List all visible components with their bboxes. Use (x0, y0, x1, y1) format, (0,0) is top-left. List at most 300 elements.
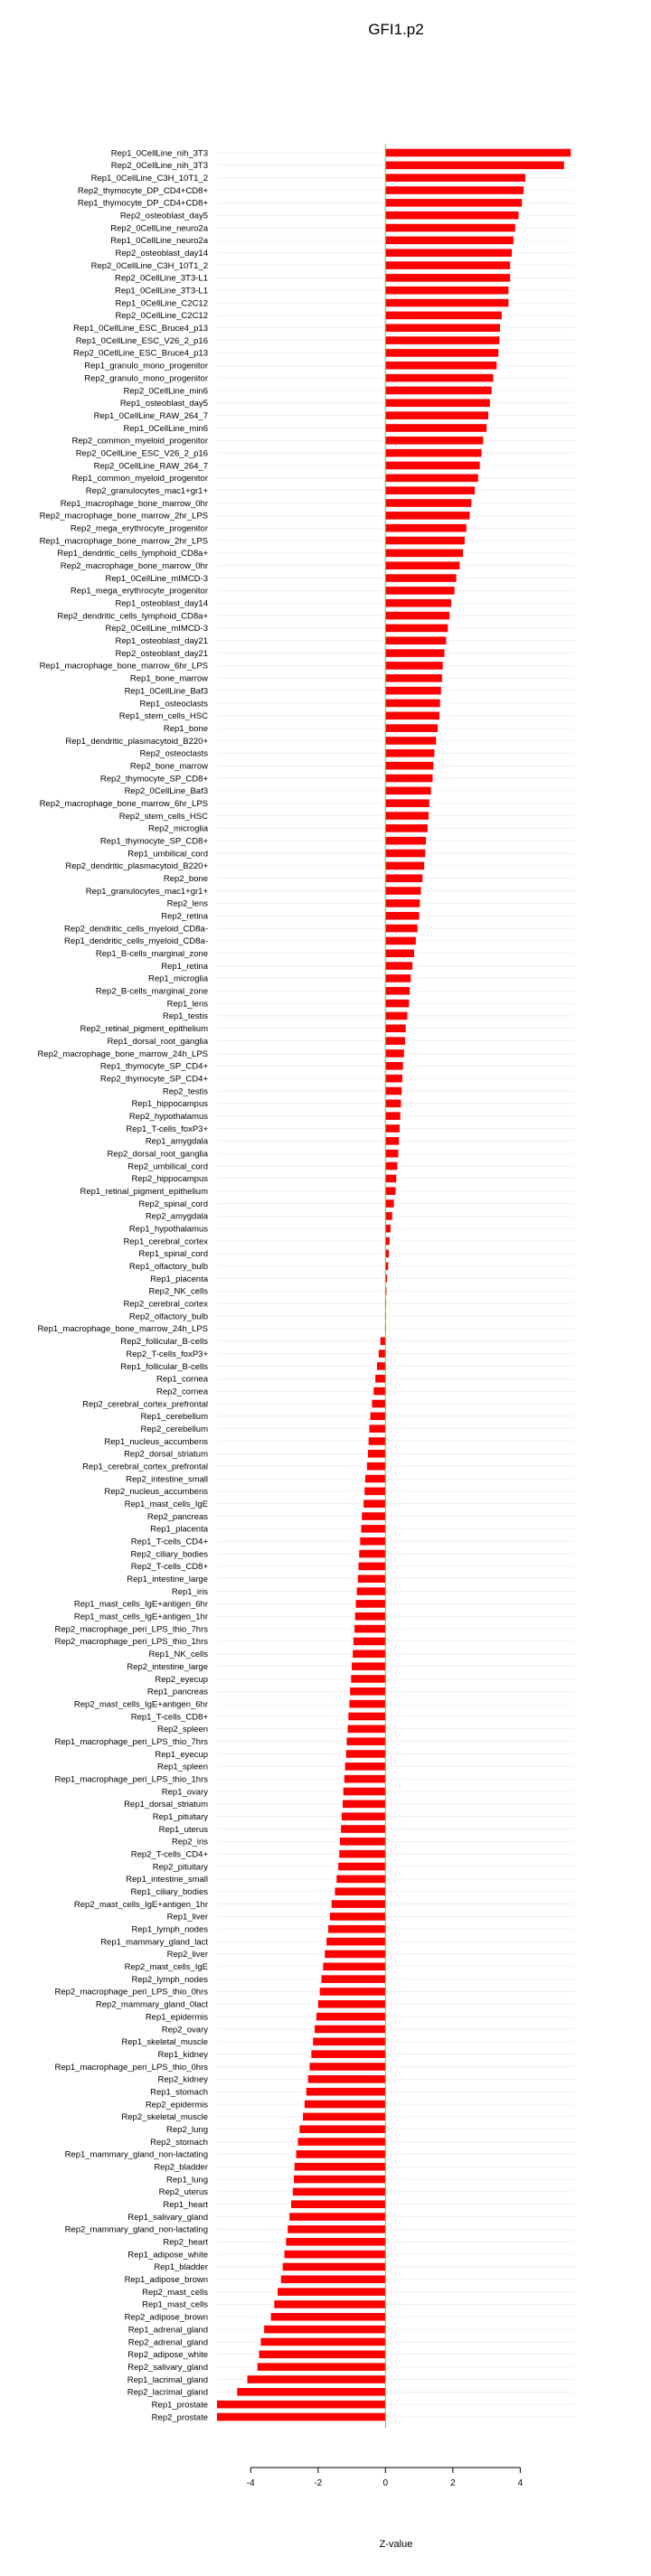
bar (385, 287, 508, 295)
bar (360, 1537, 385, 1546)
category-label: Rep1_heart (163, 2200, 208, 2211)
bar (328, 1925, 385, 1933)
category-label: Rep2_pituitary (152, 1862, 208, 1873)
bar (295, 2163, 386, 2171)
category-label: Rep2_ciliary_bodies (130, 1549, 208, 1560)
category-label: Rep1_testis (162, 1011, 208, 1022)
category-label: Rep1_thymocyte_SP_CD8+ (99, 836, 208, 847)
bar (303, 2113, 385, 2121)
category-label: Rep1_spinal_cord (138, 1249, 208, 1260)
bar (358, 1575, 386, 1583)
category-label: Rep2_macrophage_peri_LPS_thio_1hrs (54, 1637, 208, 1648)
bar (361, 1525, 385, 1533)
category-label: Rep1_dorsal_root_ganglia (107, 1036, 208, 1047)
bar (259, 2351, 386, 2359)
category-label: Rep2_cerebral_cortex_prefrontal (82, 1399, 208, 1410)
category-label: Rep1_T-cells_CD8+ (130, 1712, 208, 1723)
bar (385, 850, 425, 858)
category-label: Rep1_0CellLine_neuro2a (110, 236, 208, 247)
bar (385, 1187, 395, 1195)
category-label: Rep1_epidermis (145, 2012, 208, 2023)
chart-title: GFI1.p2 (368, 21, 424, 38)
category-label: Rep2_NK_cells (148, 1286, 208, 1297)
bar (385, 1112, 400, 1120)
bar (373, 1387, 385, 1396)
bar (297, 2150, 386, 2158)
category-label: Rep2_0CellLine_3T3-L1 (115, 273, 208, 284)
category-label: Rep2_0CellLine_C3H_10T1_2 (90, 260, 208, 271)
category-label: Rep1_bone_marrow (129, 673, 208, 684)
bar (385, 387, 491, 395)
bar (316, 2013, 385, 2021)
category-label: Rep1_liver (166, 1912, 208, 1923)
category-label: Rep2_intestine_large (127, 1661, 208, 1672)
bar (289, 2213, 385, 2221)
bar (385, 174, 525, 182)
category-label: Rep2_thymocyte_DP_CD4+CD8+ (77, 185, 208, 196)
category-label: Rep2_dendritic_plasmacytoid_B220+ (65, 861, 208, 872)
category-label: Rep1_microglia (147, 973, 208, 984)
category-label: Rep1_dorsal_striatum (124, 1800, 208, 1810)
bar (385, 962, 412, 970)
category-label: Rep2_follicular_B-cells (120, 1337, 208, 1348)
category-label: Rep1_0CellLine_mIMCD-3 (105, 573, 208, 584)
category-label: Rep1_cerebral_cortex (123, 1236, 208, 1247)
bar (293, 2188, 385, 2196)
bar (372, 1400, 385, 1408)
category-label: Rep2_dendritic_cells_lymphoid_CD8a+ (57, 611, 208, 622)
category-label: Rep1_macrophage_peri_LPS_thio_1hrs (54, 1774, 208, 1785)
bar (385, 512, 469, 520)
bar (385, 374, 493, 382)
category-label: Rep2_T-cells_foxP3+ (126, 1349, 208, 1359)
bar (362, 1512, 385, 1520)
category-label: Rep2_heart (163, 2237, 208, 2248)
category-label: Rep2_bone (163, 874, 208, 885)
bar (385, 411, 488, 419)
category-label: Rep2_mammary_gland_0lact (95, 1999, 208, 2010)
bar (385, 424, 486, 432)
bar (385, 561, 459, 569)
category-label: Rep2_0CellLine_ESC_V26_2_p16 (75, 448, 208, 459)
category-label: Rep2_retina (161, 911, 208, 922)
category-label: Rep1_ovary (161, 1787, 208, 1798)
category-label: Rep2_0CellLine_Baf3 (124, 786, 208, 797)
bar (299, 2125, 385, 2133)
bar (385, 550, 463, 558)
bar (385, 1250, 389, 1258)
category-label: Rep2_0CellLine_nih_3T3 (110, 161, 208, 172)
bar (385, 700, 439, 708)
bar (385, 312, 502, 320)
bar (385, 1037, 405, 1045)
category-label: Rep1_T-cells_foxP3+ (126, 1123, 208, 1134)
category-label: Rep1_adipose_brown (124, 2275, 208, 2286)
category-label: Rep1_mast_cells_IgE+antigen_6hr (73, 1599, 208, 1610)
category-label: Rep2_lacrimal_gland (127, 2387, 208, 2398)
category-label: Rep2_epidermis (145, 2100, 208, 2111)
category-label: Rep1_macrophage_bone_marrow_24h_LPS (37, 1324, 208, 1335)
category-label: Rep1_osteoblast_day5 (119, 399, 208, 409)
bar (385, 762, 433, 770)
category-label: Rep1_umbilical_cord (127, 849, 208, 860)
bar (353, 1650, 385, 1658)
category-label: Rep1_lymph_nodes (131, 1924, 208, 1935)
bar (294, 2176, 385, 2184)
bar (217, 2401, 385, 2409)
bar (385, 162, 564, 170)
bar (385, 1100, 401, 1108)
category-label: Rep1_B-cells_marginal_zone (95, 949, 208, 960)
bar (385, 949, 414, 957)
bar (336, 1876, 385, 1884)
bar (323, 1962, 385, 1970)
bar (297, 2138, 385, 2146)
category-label: Rep2_intestine_small (126, 1474, 208, 1485)
bar (385, 775, 432, 783)
category-label: Rep1_intestine_large (127, 1575, 208, 1585)
category-label: Rep2_hypothalamus (128, 1111, 208, 1122)
bar (385, 724, 438, 732)
bar (217, 2413, 385, 2421)
category-label: Rep2_granulo_mono_progenitor (84, 373, 208, 384)
bar (260, 2338, 385, 2346)
category-label: Rep2_ovary (161, 2025, 208, 2035)
bar (285, 2251, 386, 2259)
bar (356, 1600, 386, 1608)
bar (343, 1800, 385, 1809)
category-label: Rep1_adrenal_gland (127, 2325, 208, 2336)
bar (385, 249, 512, 257)
category-labels (37, 148, 208, 2422)
category-label: Rep2_amygdala (145, 1211, 208, 1222)
bar (385, 1212, 392, 1220)
category-label: Rep1_0CellLine_ESC_V26_2_p16 (75, 335, 208, 346)
category-label: Rep1_common_myeloid_progenitor (71, 474, 208, 484)
bar (355, 1612, 386, 1621)
bar (385, 237, 514, 245)
bar (359, 1563, 386, 1571)
category-label: Rep1_eyecup (155, 1749, 208, 1760)
category-label: Rep1_amygdala (145, 1136, 208, 1147)
category-label: Rep1_granulocytes_mac1+gr1+ (85, 886, 208, 897)
bar (315, 2026, 385, 2034)
category-label: Rep2_microglia (147, 823, 208, 834)
category-label: Rep2_spleen (157, 1725, 208, 1735)
bar (339, 1850, 385, 1858)
bar (322, 1975, 386, 1983)
bar (369, 1437, 386, 1445)
bar (385, 612, 449, 620)
category-label: Rep1_mammary_gland_lact (100, 1937, 208, 1948)
bar (288, 2225, 385, 2233)
category-label: Rep2_kidney (157, 2074, 208, 2085)
x-tick-label: -4 (246, 2478, 255, 2488)
bar (385, 299, 508, 307)
category-label: Rep2_umbilical_cord (127, 1161, 208, 1172)
category-label: Rep1_placenta (150, 1524, 208, 1535)
bar (385, 437, 483, 445)
category-label: Rep2_0CellLine_C2C12 (115, 311, 208, 322)
bar (381, 1337, 386, 1345)
category-label: Rep1_lens (166, 999, 208, 1010)
bar (385, 599, 451, 607)
category-label: Rep2_pancreas (146, 1511, 208, 1522)
category-label: Rep1_pituitary (152, 1811, 208, 1822)
category-label: Rep1_0CellLine_C2C12 (115, 298, 208, 309)
category-label: Rep2_adrenal_gland (127, 2337, 208, 2348)
x-axis-ticks (247, 2468, 524, 2488)
category-label: Rep1_skeletal_muscle (121, 2037, 208, 2048)
bar (385, 812, 429, 820)
category-label: Rep1_stem_cells_HSC (118, 711, 208, 722)
category-label: Rep1_0CellLine_C3H_10T1_2 (90, 173, 208, 183)
category-label: Rep2_osteoblast_day21 (115, 648, 208, 659)
bar (305, 2101, 385, 2109)
bar (385, 186, 524, 194)
category-label: Rep2_osteoblast_day5 (119, 211, 208, 221)
category-label: Rep2_olfactory_bulb (128, 1312, 208, 1322)
category-label: Rep2_dendritic_cells_myeloid_CD8a- (64, 924, 208, 935)
category-label: Rep1_follicular_B-cells (120, 1361, 208, 1372)
bar (385, 899, 420, 907)
category-label: Rep2_nucleus_accumbens (104, 1487, 208, 1498)
bar (335, 1887, 385, 1895)
bar (369, 1424, 385, 1433)
bar (385, 324, 500, 332)
bar (385, 1012, 407, 1020)
category-label: Rep2_0CellLine_min6 (123, 386, 208, 397)
category-label: Rep1_mast_cells_IgE+antigen_1hr (73, 1612, 208, 1622)
bar (385, 1000, 409, 1008)
category-label: Rep1_bone (163, 723, 208, 734)
bar (385, 874, 422, 882)
bar (346, 1737, 385, 1745)
category-label: Rep2_cornea (156, 1387, 208, 1397)
category-label: Rep2_macrophage_bone_marrow_6hr_LPS (39, 798, 208, 809)
category-label: Rep1_prostate (151, 2400, 208, 2411)
category-label: Rep2_testis (162, 1086, 208, 1097)
category-label: Rep2_uterus (158, 2187, 208, 2198)
bar (363, 1500, 385, 1508)
bars (217, 149, 571, 2421)
category-label: Rep2_adipose_white (127, 2350, 208, 2361)
bar (385, 662, 442, 670)
bar (385, 1199, 393, 1208)
bar (379, 1349, 385, 1358)
category-label: Rep1_lung (166, 2175, 208, 2186)
category-label: Rep2_mega_erythrocyte_progenitor (70, 523, 208, 534)
category-label: Rep2_macrophage_peri_LPS_thio_0hrs (54, 1987, 208, 1998)
category-label: Rep2_dorsal_striatum (124, 1449, 208, 1460)
category-label: Rep2_prostate (151, 2412, 208, 2423)
category-label: Rep1_osteoblast_day21 (115, 636, 208, 647)
category-label: Rep2_eyecup (155, 1674, 208, 1685)
category-label: Rep1_intestine_small (126, 1875, 208, 1885)
bar (352, 1662, 385, 1670)
category-label: Rep1_mast_cells_IgE (124, 1499, 208, 1509)
category-label: Rep1_uterus (158, 1824, 208, 1835)
category-label: Rep2_osteoblast_day14 (115, 249, 208, 259)
bar (354, 1625, 385, 1633)
bar (385, 1237, 389, 1246)
bar (313, 2038, 385, 2046)
category-label: Rep2_stomach (150, 2137, 208, 2148)
category-label: Rep1_0CellLine_3T3-L1 (115, 286, 208, 296)
bar (385, 400, 490, 408)
bar (385, 937, 416, 945)
bar (320, 1988, 386, 1996)
category-label: Rep1_macrophage_peri_LPS_thio_7hrs (54, 1736, 208, 1747)
category-label: Rep1_bladder (154, 2262, 208, 2273)
bar (278, 2288, 385, 2296)
category-label: Rep1_0CellLine_Baf3 (124, 686, 208, 697)
category-label: Rep2_liver (166, 1950, 208, 1960)
bar (385, 499, 471, 507)
category-label: Rep2_hippocampus (131, 1174, 208, 1185)
bar (385, 636, 446, 644)
category-label: Rep2_mast_cells (142, 2287, 208, 2298)
x-tick-label: 2 (450, 2478, 456, 2488)
category-label: Rep2_bone_marrow (129, 761, 208, 772)
bar (385, 537, 465, 545)
category-label: Rep2_macrophage_bone_marrow_0hr (60, 561, 208, 572)
category-label: Rep1_osteoclasts (139, 699, 208, 710)
bar (385, 349, 498, 357)
bar (364, 1488, 385, 1496)
bar (385, 674, 442, 682)
category-label: Rep2_lymph_nodes (131, 1974, 208, 1985)
x-tick-label: 4 (517, 2478, 524, 2488)
category-label: Rep1_placenta (150, 1274, 208, 1284)
category-label: Rep2_iris (171, 1837, 208, 1847)
category-label: Rep2_lens (166, 898, 208, 909)
bar (274, 2300, 385, 2308)
bar (365, 1475, 385, 1483)
bar (346, 1750, 386, 1758)
bar (318, 2000, 386, 2008)
category-label: Rep1_0CellLine_nih_3T3 (110, 148, 208, 159)
category-label: Rep2_thymocyte_SP_CD4+ (99, 1074, 208, 1085)
bar (348, 1725, 386, 1734)
category-label: Rep1_ciliary_bodies (130, 1887, 208, 1898)
category-label: Rep1_salivary_gland (127, 2212, 208, 2223)
bar (385, 1225, 391, 1233)
category-label: Rep2_retinal_pigment_epithelium (80, 1024, 208, 1035)
x-tick-label: 0 (382, 2478, 389, 2488)
category-label: Rep2_macrophage_peri_LPS_thio_7hrs (54, 1624, 208, 1635)
category-label: Rep2_lung (166, 2124, 208, 2135)
bar (385, 799, 429, 807)
bar (385, 787, 430, 795)
bar (258, 2363, 386, 2371)
category-label: Rep2_granulocytes_mac1+gr1+ (85, 485, 208, 496)
category-label: Rep2_T-cells_CD8+ (130, 1562, 208, 1573)
category-label: Rep2_0CellLine_neuro2a (110, 223, 208, 234)
bar (385, 1024, 405, 1032)
category-label: Rep2_common_myeloid_progenitor (71, 436, 208, 447)
bar (350, 1688, 385, 1696)
bar (385, 486, 475, 494)
bar (385, 625, 448, 633)
category-label: Rep2_dorsal_root_ganglia (107, 1149, 208, 1160)
category-label: Rep1_adipose_white (127, 2250, 208, 2261)
bar (385, 687, 440, 695)
category-label: Rep1_olfactory_bulb (128, 1262, 208, 1273)
category-label: Rep1_retina (161, 961, 208, 972)
category-label: Rep1_pancreas (146, 1687, 208, 1697)
bar (357, 1587, 386, 1595)
category-label: Rep2_macrophage_bone_marrow_2hr_LPS (39, 511, 208, 522)
bar (385, 737, 436, 745)
category-label: Rep1_NK_cells (148, 1650, 208, 1660)
bar (348, 1713, 385, 1721)
category-label: Rep2_bladder (154, 2162, 208, 2173)
bar (385, 974, 410, 982)
bar (341, 1825, 385, 1833)
bar (385, 925, 417, 933)
category-label: Rep2_stem_cells_HSC (118, 811, 208, 822)
bar (385, 587, 454, 595)
bar (385, 212, 518, 220)
category-label: Rep1_T-cells_CD4+ (130, 1537, 208, 1547)
bar (385, 1162, 397, 1170)
bar (344, 1775, 385, 1783)
bar (354, 1638, 385, 1646)
category-label: Rep1_macrophage_peri_LPS_thio_0hrs (54, 2062, 208, 2073)
bar (385, 987, 410, 995)
category-label: Rep1_iris (171, 1586, 208, 1597)
bar (375, 1375, 385, 1383)
category-label: Rep1_hypothalamus (128, 1224, 208, 1235)
category-label: Rep2_T-cells_CD4+ (130, 1849, 208, 1860)
category-label: Rep1_hippocampus (131, 1099, 208, 1110)
bar (325, 1951, 385, 1959)
bar (332, 1900, 386, 1908)
category-label: Rep1_0CellLine_ESC_Bruce4_p13 (73, 324, 208, 334)
category-label: Rep2_0CellLine_RAW_264_7 (93, 461, 208, 472)
bar (271, 2313, 386, 2321)
category-label: Rep2_salivary_gland (127, 2362, 208, 2373)
bar (385, 274, 510, 282)
bar (307, 2088, 386, 2096)
bar (368, 1450, 385, 1458)
bar (281, 2275, 386, 2283)
bar (385, 824, 428, 832)
bar (359, 1550, 385, 1558)
category-label: Rep2_mast_cells_IgE (124, 1962, 208, 1973)
bar (385, 261, 510, 269)
category-label: Rep2_skeletal_muscle (121, 2112, 208, 2123)
category-label: Rep2_adipose_brown (124, 2312, 208, 2323)
category-label: Rep2_0CellLine_ESC_Bruce4_p13 (73, 348, 208, 359)
bar (351, 1675, 385, 1683)
category-label: Rep1_retinal_pigment_epithelium (80, 1187, 208, 1198)
bar (377, 1362, 385, 1370)
category-label: Rep1_nucleus_accumbens (104, 1436, 208, 1447)
bar (385, 574, 456, 582)
bar (330, 1913, 385, 1921)
category-label: Rep1_macrophage_bone_marrow_0hr (60, 498, 208, 509)
bar (385, 649, 444, 657)
bar (385, 336, 499, 344)
category-label: Rep2_B-cells_marginal_zone (95, 986, 208, 997)
category-label: Rep1_lacrimal_gland (127, 2374, 208, 2385)
bar (385, 462, 479, 470)
bar (385, 449, 481, 457)
bar (385, 1075, 402, 1083)
category-label: Rep1_macrophage_bone_marrow_6hr_LPS (39, 661, 208, 672)
